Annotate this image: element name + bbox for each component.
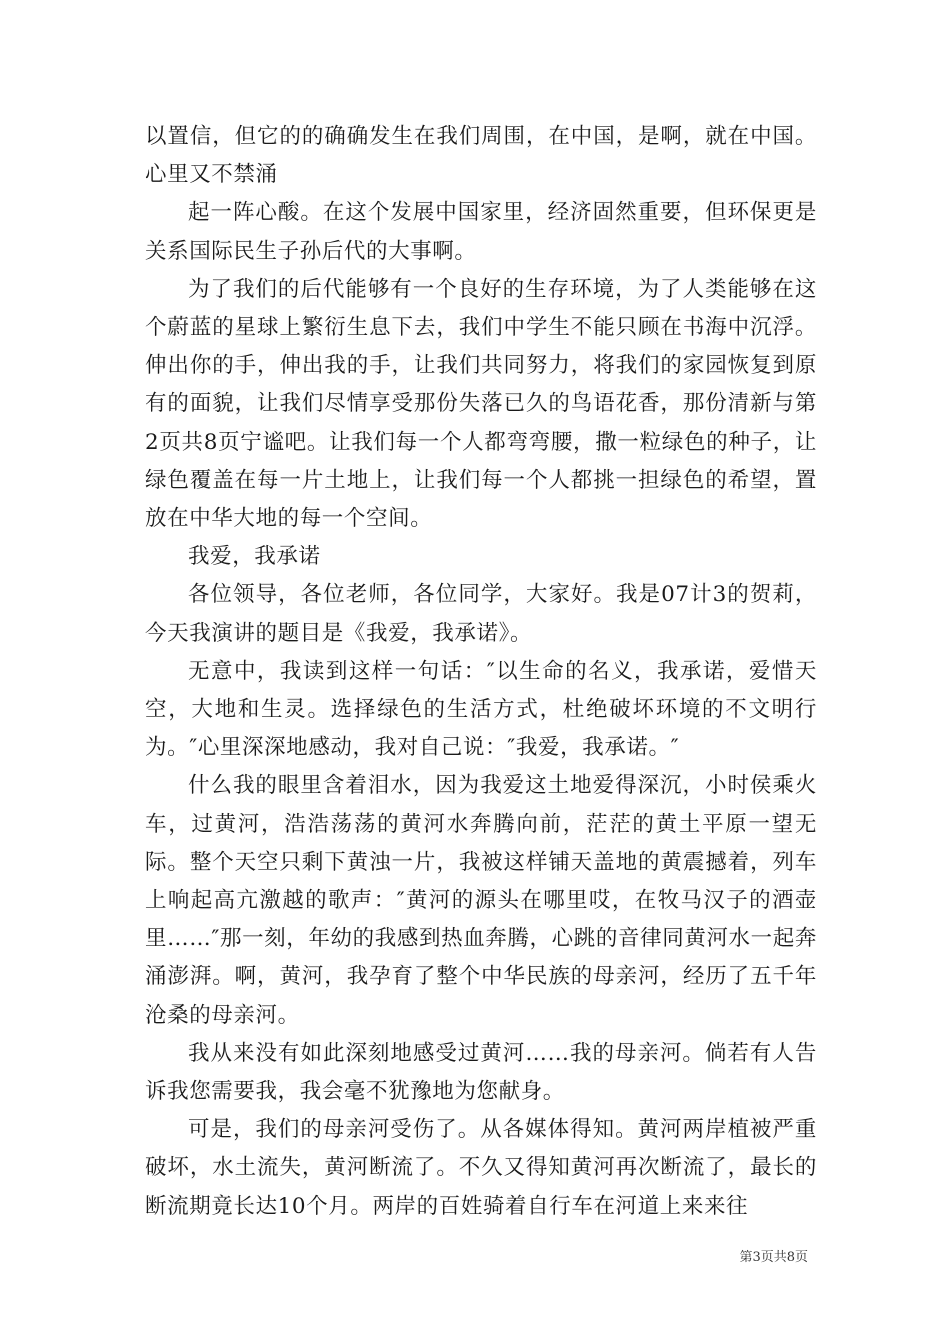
page-number-footer: 第3页共8页 — [739, 1250, 808, 1265]
section-heading: 我爱，我承诺 — [188, 544, 321, 570]
paragraph-3: 为了我们的后代能够有一个良好的生存环境，为了人类能够在这个蔚蓝的星球上繁衍生息下去，我们中学生不能只顾在书海中沉浮。伸出你的手，伸出我的手，让我们共同努力，将我们的家园恢复到原有的面貌，让我们尽情享受那份失落已久的鸟语花香，那份清新与第2页共8页宁谧吧。让我们每一个人都弯弯腰，撒一粒绿色的种子，让绿色覆盖在每一片土地上，让我们每一个人都挑一担绿色的希望，置放在中华大地的每一个空间。 — [145, 276, 817, 532]
paragraph-6: 无意中，我读到这样一句话：″以生命的名义，我承诺，爱惜天空，大地和生灵。选择绿色的生活方式，杜绝破坏环境的不文明行为。″心里深深地感动，我对自己说：″我爱，我承诺。″ — [145, 658, 817, 761]
paragraph-2: 起一阵心酸。在这个发展中国家里，经济固然重要，但环保更是关系国际民生子孙后代的大事啊。 — [145, 200, 817, 264]
paragraph-7: 什么我的眼里含着泪水，因为我爱这土地爱得深沉，小时侯乘火车，过黄河，浩浩荡荡的黄河水奔腾向前，茫茫的黄土平原一望无际。整个天空只剩下黄浊一片，我被这样铺天盖地的黄震撼着，列车上响起高亢激越的歌声：″黄河的源头在哪里哎，在牧马汉子的酒壶里……″那一刻，年幼的我感到热血奔腾，心跳的音律同黄河水一起奔涌澎湃。啊，黄河，我孕育了整个中华民族的母亲河，经历了五千年沧桑的母亲河。 — [145, 773, 817, 1028]
paragraph-5: 各位领导，各位老师，各位同学，大家好。我是07计3的贺莉，今天我演讲的题目是《我爱，我承诺》。 — [145, 582, 817, 646]
paragraph-9: 可是，我们的母亲河受伤了。从各媒体得知。黄河两岸植被严重破坏，水土流失，黄河断流了。不久又得知黄河再次断流了，最长的断流期竟长达10个月。两岸的百姓骑着自行车在河道上来来往 — [145, 1117, 817, 1219]
paragraph-8: 我从来没有如此深刻地感受过黄河……我的母亲河。倘若有人告诉我您需要我，我会毫不犹豫地为您献身。 — [145, 1040, 817, 1105]
paragraph-1: 以置信，但它的的确确发生在我们周围，在中国，是啊，就在中国。心里又不禁涌 — [145, 124, 817, 188]
document-body — [145, 118, 817, 1226]
